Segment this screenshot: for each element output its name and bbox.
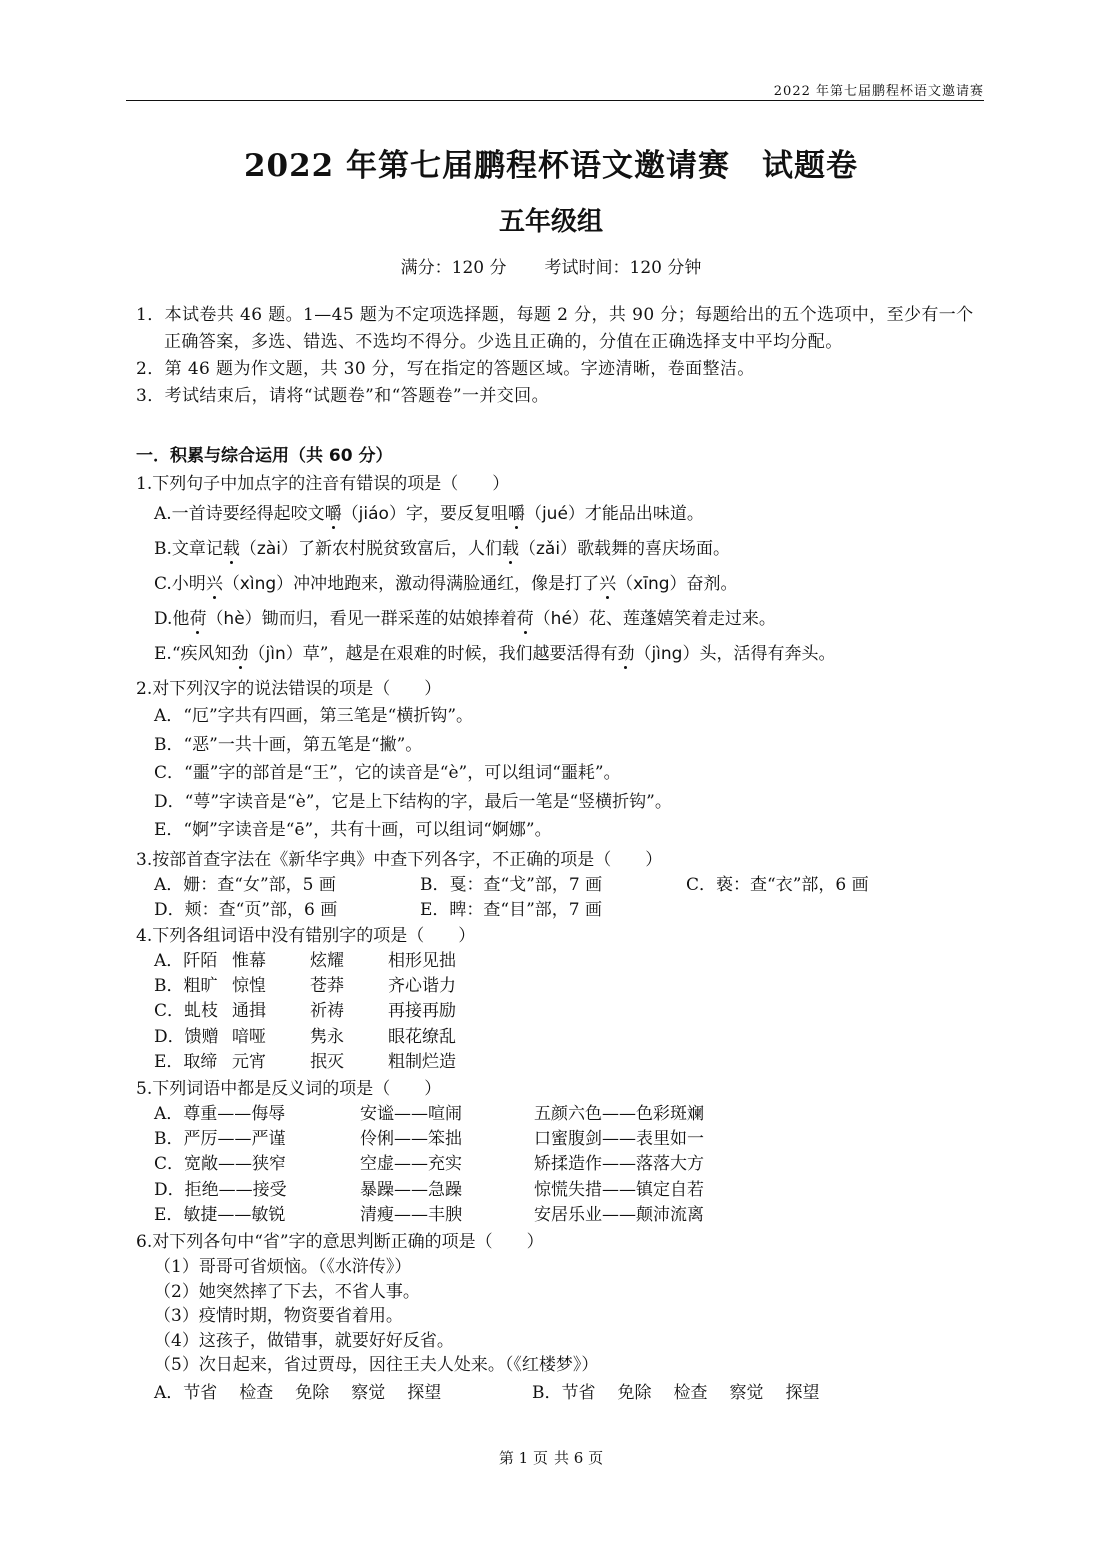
question-stem: 2.对下列汉字的说法错误的项是（ ） bbox=[136, 679, 442, 699]
option-row bbox=[136, 1378, 996, 1408]
option-c: C．虬枝 通揖 祈祷 再接再励 bbox=[154, 1001, 456, 1022]
sentence-item: （4）这孩子，做错事，就要好好反省。 bbox=[154, 1330, 454, 1351]
option-d: D．拒绝——接受 暴躁——急躁 惊慌失措——镇定自若 bbox=[154, 1179, 704, 1200]
question-stem: 1.下列句子中加点字的注音有错误的项是（ ） bbox=[136, 474, 510, 494]
full-score: 满分：120 分 bbox=[400, 258, 507, 278]
option-e: E．“婀”字读音是“ē”，共有十画，可以组词“婀娜”。 bbox=[154, 820, 552, 841]
option-b: B．严厉——严谨 伶俐——笨拙 口蜜腹剑——表里如一 bbox=[154, 1129, 704, 1150]
page-title: 2022 年第七届鹏程杯语文邀请赛 试题卷 bbox=[243, 148, 859, 184]
option-c: C．“噩”字的部首是“王”，它的读音是“è”，可以组词“噩耗”。 bbox=[154, 763, 621, 784]
option-b: B．“恶”一共十画，第五笔是“撇”。 bbox=[154, 734, 423, 755]
instruction-item: 3．考试结束后，请将“试题卷”和“答题卷”一并交回。 bbox=[136, 386, 549, 406]
option-d: D．颊：查“页”部，6 画 bbox=[154, 900, 338, 920]
instructions bbox=[136, 302, 986, 410]
question-stem: 5.下列词语中都是反义词的项是（ ） bbox=[136, 1079, 442, 1099]
option-e: E．敏捷——敏锐 清瘦——丰腴 安居乐业——颠沛流离 bbox=[154, 1204, 704, 1225]
option-d: D．“萼”字读音是“è”，它是上下结构的字，最后一笔是“竖横折钩”。 bbox=[154, 791, 672, 812]
option-a: A．节省 检查 免除 察觉 探望 bbox=[154, 1382, 442, 1403]
question-1 bbox=[136, 471, 996, 672]
option-c: C．亵：查“衣”部，6 画 bbox=[686, 875, 869, 895]
section-title: 一．积累与综合运用（共 60 分） bbox=[136, 446, 393, 466]
option-row bbox=[136, 873, 996, 898]
instruction-item: 2．第 46 题为作文题，共 30 分，写在指定的答题区域。字迹清晰，卷面整洁。 bbox=[136, 359, 755, 379]
question-5 bbox=[136, 1076, 996, 1228]
question-2 bbox=[136, 676, 996, 845]
option-e: E.“疾风知劲（jìn）草”，越是在艰难的时候，我们越要活得有劲（jìng）头，活得有奔头。 bbox=[154, 644, 836, 664]
sentence-item: （2）她突然摔了下去，不省人事。 bbox=[154, 1281, 420, 1302]
page-total: 共 6 页 bbox=[554, 1449, 604, 1467]
option-e: E．睥：查“目”部，7 画 bbox=[420, 900, 603, 920]
question-stem: 4.下列各组词语中没有错别字的项是（ ） bbox=[136, 926, 476, 946]
option-a: A．阡陌 惟幕 炫耀 相形见拙 bbox=[154, 951, 456, 971]
question-6 bbox=[136, 1229, 996, 1408]
option-b: B．戛：查“戈”部，7 画 bbox=[420, 875, 603, 895]
option-row bbox=[136, 898, 996, 923]
option-b: B．粗旷 惊惶 苍莽 齐心谐力 bbox=[154, 976, 456, 997]
option-b: B.文章记载（zài）了新农村脱贫致富后，人们载（zǎi）歌载舞的喜庆场面。 bbox=[154, 539, 731, 559]
option-d: D.他荷（hè）锄而归，看见一群采莲的姑娘捧着荷（hé）花、莲蓬嬉笑着走过来。 bbox=[154, 609, 776, 629]
exam-time: 考试时间：120 分钟 bbox=[544, 258, 702, 278]
question-4 bbox=[136, 923, 996, 1075]
question-stem: 3.按部首查字法在《新华字典》中查下列各字，不正确的项是（ ） bbox=[136, 850, 663, 870]
question-stem: 6.对下列各句中“省”字的意思判断正确的项是（ ） bbox=[136, 1232, 544, 1252]
sentence-item: （5）次日起来，省过贾母，因往王夫人处来。（《红楼梦》） bbox=[154, 1355, 599, 1375]
instruction-item: 1．本试卷共 46 题。1—45 题为不定项选择题，每题 2 分，共 90 分；每题给出的五个选项中，至少有一个正确答案，多选、错选、不选均不得分。少选且正确的，分值在正确选择支中平均分配。 bbox=[136, 305, 974, 352]
header-rule bbox=[126, 100, 984, 101]
option-a: A．尊重——侮辱 安谧——喧闹 五颜六色——色彩斑斓 bbox=[154, 1104, 704, 1124]
page-footer bbox=[0, 1447, 1102, 1468]
option-e: E．取缔 元宵 抿灭 粗制烂造 bbox=[154, 1051, 456, 1072]
option-a: A.一首诗要经得起咬文嚼（jiáo）字，要反复咀嚼（jué）才能品出味道。 bbox=[154, 504, 704, 524]
sentence-item: （3）疫情时期，物资要省着用。 bbox=[154, 1306, 403, 1326]
option-a: A．“厄”字共有四画，第三笔是“横折钩”。 bbox=[154, 706, 474, 726]
option-c: C．宽敞——狭窄 空虚——充实 矫揉造作——落落大方 bbox=[154, 1154, 704, 1175]
page-subtitle: 五年级组 bbox=[498, 207, 603, 237]
question-3 bbox=[136, 847, 996, 923]
option-b: B．节省 免除 检查 察觉 探望 bbox=[532, 1382, 820, 1403]
running-header: 2022 年第七届鹏程杯语文邀请赛 bbox=[773, 84, 984, 99]
page-number: 第 1 页 bbox=[498, 1449, 548, 1467]
exam-meta bbox=[0, 253, 1102, 278]
option-c: C.小明兴（xìng）冲冲地跑来，激动得满脸通红，像是打了兴（xīng）奋剂。 bbox=[154, 574, 738, 594]
option-d: D．馈赠 喑哑 隽永 眼花缭乱 bbox=[154, 1026, 456, 1047]
sentence-item: （1）哥哥可省烦恼。（《水浒传》） bbox=[154, 1257, 412, 1277]
option-a: A．姗：查“女”部，5 画 bbox=[154, 875, 336, 895]
